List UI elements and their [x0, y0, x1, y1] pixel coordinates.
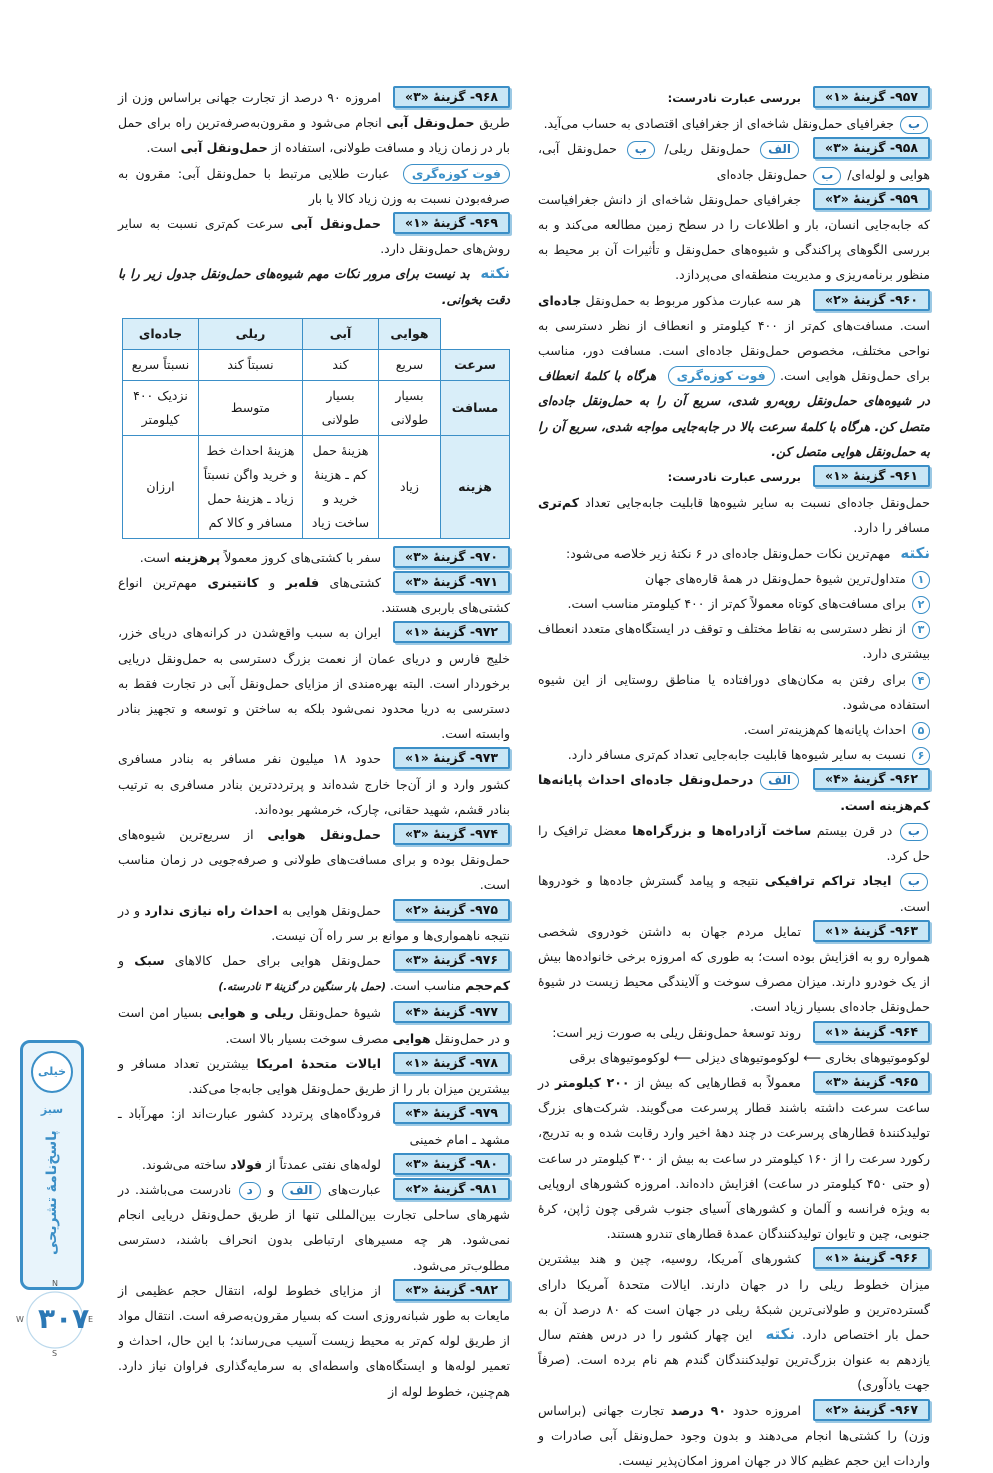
answer-958-head: ۹۵۸- گزینهٔ «۳» — [813, 137, 930, 159]
table-row-header: سرعت — [441, 349, 510, 380]
answer-968 — [118, 85, 510, 211]
answer-971-head: ۹۷۱- گزینهٔ «۳» — [393, 571, 510, 593]
answer-964-head: ۹۶۴- گزینهٔ «۱» — [813, 1021, 930, 1043]
answer-958 — [538, 136, 930, 186]
answer-981-head: ۹۸۱- گزینهٔ «۲» — [393, 1178, 510, 1200]
answer-960-keyword: جاده‌ای — [538, 292, 582, 308]
brand-logo: خیلی سبز — [31, 1051, 73, 1093]
answer-961-text1: حمل‌ونقل جاده‌ای نسبت به سایر شیوه‌ها قابلیت جابه‌جایی تعداد — [585, 495, 930, 511]
answer-963-head: ۹۶۳- گزینهٔ «۱» — [813, 920, 930, 942]
answer-972-text: ایران به سبب واقع‌شدن در کرانه‌های دریای خزر، خلیج فارس و دریای عمان از نعمت بزرگ دسترسی به حمل‌ونقل دریایی برخوردار است. البته بهره‌مندی از مزایای حمل‌ونقل آبی در تجارت فقط به دسترسی به دریا محدود نمی‌شود بلکه به ساختن و توسعه و تجهیز بنادر وابسته است. — [118, 625, 510, 742]
table-cell: سریع — [379, 349, 441, 380]
list-item — [538, 566, 930, 591]
answer-969 — [118, 211, 510, 312]
answer-967-head: ۹۶۷- گزینهٔ «۲» — [813, 1399, 930, 1421]
list-number: ۲ — [912, 596, 930, 614]
answer-978-head: ۹۷۸- گزینهٔ «۱» — [393, 1052, 510, 1074]
answer-979 — [118, 1101, 510, 1151]
list-item — [538, 742, 930, 767]
answer-960-tip: هرگاه با کلمهٔ انعطاف در شیوه‌های حمل‌ونقل روبه‌رو شدی، سریع آن را به حمل‌ونقل جاده‌ای متصل کن. هرگاه با کلمهٔ سرعت بالا در جابه‌جایی مواجه شدی، سریع آن را به حمل‌ونقل هوایی متصل کن. — [538, 368, 930, 459]
answer-960-text3: مسافت‌های کم‌تر از ۴۰۰ کیلومتر و انعطاف از نظر دسترسی به نواحی مختلف، مخصوص حمل‌ونقل جاده‌ای است. مسافت دور، مناسب برای حمل‌ونقل هوایی است. — [538, 317, 930, 384]
answer-967 — [538, 1398, 930, 1473]
answer-965-head: ۹۶۵- گزینهٔ «۳» — [813, 1071, 930, 1093]
table-cell: متوسط — [199, 380, 303, 435]
tip-stamp: فوت کوزه‌گری — [403, 164, 510, 184]
answer-961-text2: مسافر را دارد. — [853, 520, 930, 536]
answer-972 — [118, 620, 510, 746]
answer-978-text1: بیشترین تعداد مسافر و بیشترین میزان بار را از طریق حمل‌ونقل هوایی جابه‌جا می‌کند. — [118, 1055, 510, 1097]
answer-976-text2: و — [118, 953, 125, 969]
table-row-header: مسافت — [441, 380, 510, 435]
answer-964-text1: روند توسعهٔ حمل‌ونقل ریلی به صورت زیر است: — [552, 1024, 801, 1040]
table-cell: بسیار طولانی — [379, 380, 441, 435]
list-number: ۵ — [912, 722, 930, 740]
answer-965-keyword: ۲۰۰ کیلومتر — [554, 1074, 630, 1090]
compass-s: S — [52, 1349, 58, 1358]
answer-961-text3: مهم‌ترین نکات حمل‌ونقل جاده‌ای در ۶ نکتهٔ زیر خلاصه می‌شود: — [566, 545, 891, 561]
answer-979-text: فرودگاه‌های پرتردد کشور عبارت‌اند از: مهرآباد ـ مشهد ـ امام خمینی — [118, 1106, 510, 1147]
answer-967-text2: تجارت جهانی (براساس وزن) را کشتی‌ها انجام می‌دهند و بدون وجود حمل‌ونقل آبی صادرات و واردات این حجم عظیم کالا در جهان امروز امکان‌پذیر نیست. — [538, 1402, 930, 1468]
answer-957-head: ۹۵۷- گزینهٔ «۱» — [813, 86, 930, 108]
tip-stamp: فوت کوزه‌گری — [668, 366, 775, 386]
compass-w: W — [16, 1315, 24, 1324]
answer-966-text1: کشورهای آمریکا، روسیه، چین و هند بیشترین میزان خطوط ریلی را در جهان دارند. ایالات متحدهٔ آمریکا دارای گسترده‌ترین و طولانی‌ترین شبکهٔ ریلی در جهان است که ۸۰ درصد آن به حمل بار اختصاص دارد. — [538, 1251, 930, 1342]
answer-971-keyword1: فله‌بر — [285, 575, 320, 591]
answer-975-keyword: احداث راه نیازی ندارد — [144, 902, 278, 918]
answer-981-text2: و — [268, 1181, 275, 1197]
answer-965 — [538, 1070, 930, 1246]
answer-971-keyword2: کانتینری — [207, 575, 259, 591]
answer-970-head: ۹۷۰- گزینهٔ «۳» — [393, 546, 510, 568]
list-number: ۶ — [912, 747, 930, 765]
table-col-header: آبی — [303, 318, 379, 349]
answer-974 — [118, 822, 510, 898]
table-cell: بسیار طولانی — [303, 380, 379, 435]
answer-971-text2: و — [269, 575, 276, 591]
table-cell: نسبتاً سریع — [123, 349, 199, 380]
answer-973-text: حدود ۱۸ میلیون نفر مسافر به بنادر مسافری کشور وارد و از آن‌جا خارج شده‌اند و پرترددترین بنادر مسافری به ترتیب بنادر قشم، شهید حقانی، چارک، خرمشهر بوده‌اند. — [118, 751, 510, 817]
answer-982-text: از مزایای خطوط لوله، انتقال حجم عظیمی از مایعات به طور شبانه‌روزی است که بسیار مقرون‌به‌صرفه است. انتقال مواد از طریق لوله کم‌تر به محیط زیست آسیب می‌رساند؛ با این حال، احداث و تعمیر لوله‌ها و ایستگاه‌های واسطه‌ای به سرمایه‌گذاری فراوان نیاز دارد. هم‌چنین، خطوط لوله از — [118, 1282, 510, 1399]
answer-976-note: (حمل بار سنگین در گزینهٔ ۳ نادرسته.) — [218, 981, 386, 994]
option-b-badge: ب — [627, 141, 655, 159]
answer-980-head: ۹۸۰- گزینهٔ «۳» — [393, 1153, 510, 1175]
table-col-header: ریلی — [199, 318, 303, 349]
answer-964-text2: لوکوموتیوهای بخاری ⟵ لوکوموتیوهای دیزلی ⟵ لوکوموتیوهای برقی — [569, 1049, 930, 1065]
answer-976-text3: مناسب است. — [389, 978, 462, 994]
answer-968-keyword2: حمل‌ونقل آبی — [180, 140, 268, 156]
answer-975-text2: و در نتیجه ناهمواری‌ها و موانع بر سر راه آن نیست. — [118, 902, 510, 943]
option-b-badge: ب — [900, 116, 928, 134]
compass-e: E — [88, 1315, 94, 1324]
answer-976-text1: حمل‌ونقل هوایی برای حمل کالاهای — [174, 953, 381, 969]
answer-974-text1: از سریع‌ترین شیوه‌های حمل‌ونقل بوده و برای مسافت‌های طولانی و صرفه‌جویی در زمان مناسب است. — [118, 827, 510, 893]
answer-982 — [118, 1278, 510, 1404]
nokte-label: نکته — [765, 1324, 796, 1343]
answer-961-lead: بررسی عبارت نادرست: — [667, 470, 801, 485]
table-corner — [441, 318, 510, 349]
answer-969-head: ۹۶۹- گزینهٔ «۱» — [393, 212, 510, 234]
answer-964 — [538, 1020, 930, 1070]
list-text: متداول‌ترین شیوهٔ حمل‌ونقل در همهٔ قاره‌های جهان — [645, 570, 906, 586]
answer-971 — [118, 570, 510, 620]
transport-comparison-table — [122, 318, 510, 539]
answer-966 — [538, 1246, 930, 1397]
answer-973-head: ۹۷۳- گزینهٔ «۱» — [393, 747, 510, 769]
answer-965-text1: معمولاً به قطارهایی که بیش از — [634, 1074, 801, 1090]
answer-974-head: ۹۷۴- گزینهٔ «۳» — [393, 823, 510, 845]
table-cell: کند — [303, 349, 379, 380]
table-row — [123, 349, 510, 380]
answer-962-text3: معضل ترافیک را حل کرد. — [538, 822, 930, 864]
answer-960-head: ۹۶۰- گزینهٔ «۲» — [813, 289, 930, 311]
list-item — [538, 667, 930, 717]
answer-958-text2: حمل‌ونقل آبی، — [538, 141, 617, 157]
answer-977-keyword1: ریلی و هوایی — [207, 1005, 294, 1021]
answer-979-head: ۹۷۹- گزینهٔ «۴» — [393, 1102, 510, 1124]
answer-978 — [118, 1051, 510, 1101]
answer-968-text4: عبارت طلایی مرتبط با حمل‌ونقل آبی: مقرون به صرفه‌بودن نسبت به وزن زیاد کالا یا بار — [118, 165, 510, 206]
answer-968-text1: امروزه ۹۰ درصد از تجارت جهانی براساس وزن از طریق — [118, 90, 510, 131]
table-row — [123, 380, 510, 435]
answer-968-keyword1: حمل‌ونقل آبی — [386, 115, 475, 131]
list-item — [538, 717, 930, 742]
answer-980-keyword: فولاد — [230, 1156, 263, 1172]
answer-971-text3: مهم‌ترین انواع کشتی‌های باربری هستند. — [118, 575, 510, 616]
answer-976-keyword2: کم‌حجم — [465, 978, 510, 994]
answer-977 — [118, 1000, 510, 1050]
answer-973 — [118, 746, 510, 822]
answer-966-text2: این چهار کشور را در درس هفتم سال یازدهم به عنوان بزرگ‌ترین تولیدکنندگان گندم هم نام برده است. (صرفاً جهت یادآوری) — [538, 1326, 930, 1393]
table-cell: هزینهٔ احداث خط و خرید واگن نسبتاً زیاد ـ هزینهٔ حمل مسافر و کالا کم — [199, 435, 303, 538]
list-number: ۱ — [912, 571, 930, 589]
answer-977-keyword2: هوایی — [392, 1030, 431, 1046]
answer-968-text2: انجام می‌شود و مقرون‌به‌صرفه‌ترین راه برای حمل بار در زمان زیاد و مسافت طولانی، استفاده از — [118, 115, 510, 156]
answer-958-text4: حمل‌ونقل جاده‌ای — [716, 166, 808, 182]
answer-982-head: ۹۸۲- گزینهٔ «۳» — [393, 1279, 510, 1301]
option-b-badge: ب — [900, 873, 928, 891]
answer-957 — [538, 85, 930, 136]
answer-966-head: ۹۶۶- گزینهٔ «۱» — [813, 1247, 930, 1269]
table-row — [123, 435, 510, 538]
answer-962-keyword2: ایجاد تراکم ترافیکی — [764, 873, 892, 889]
answer-969-keyword: حمل‌ونقل آبی — [290, 216, 381, 232]
answer-967-keyword: ۹۰ درصد — [670, 1402, 726, 1418]
answer-976-head: ۹۷۶- گزینهٔ «۳» — [393, 949, 510, 971]
answer-978-keyword: ایالات متحدهٔ امریکا — [256, 1055, 381, 1071]
answer-977-text1: شیوهٔ حمل‌ونقل — [298, 1005, 381, 1021]
answer-980-text1: لوله‌های نفتی عمدتاً از — [266, 1156, 381, 1172]
option-b-badge: ب — [900, 823, 928, 841]
list-text: برای مسافت‌های کوتاه معمولاً کم‌تر از ۴۰۰ کیلومتر مناسب است. — [567, 596, 906, 612]
answer-957-lead: بررسی عبارت نادرست: — [667, 91, 801, 105]
answer-962-text2: در قرن بیستم — [816, 822, 893, 838]
answer-977-text2: بسیار امن است و در حمل‌ونقل — [118, 1005, 510, 1046]
list-text: نسبت به سایر شیوه‌ها قابلیت جابه‌جایی تعداد کم‌تری مسافر دارد. — [567, 747, 906, 763]
option-dal-badge: د — [239, 1182, 261, 1200]
answer-970 — [118, 545, 510, 570]
answer-963 — [538, 919, 930, 1020]
left-column — [118, 85, 510, 1404]
option-alef-badge: الف — [282, 1182, 321, 1200]
answer-962-text4: نتیجه و پیامد گسترش جاده‌ها و خودروها است. — [538, 873, 930, 914]
table-cell: ارزان — [123, 435, 199, 538]
list-item — [538, 591, 930, 616]
answer-976-keyword1: سبک — [134, 953, 165, 969]
table-row-header: هزینه — [441, 435, 510, 538]
answer-981-text3: نادرست می‌باشند. — [135, 1181, 232, 1197]
answer-975-text1: حمل‌ونقل هوایی به — [281, 902, 381, 918]
table-col-header: جاده‌ای — [123, 318, 199, 349]
table-header-row — [123, 318, 510, 349]
answer-971-text1: کشتی‌های — [329, 575, 381, 591]
answer-981-text4: در شهرهای ساحلی تجارت بین‌المللی تنها از طریق حمل‌ونقل دریایی انجام نمی‌شود. هر چه مسیرهای ارتباطی بدون انحراف باشند، دسترسی مطلوب‌تر می‌شود. — [118, 1181, 510, 1273]
answer-960 — [538, 288, 930, 464]
list-number: ۳ — [912, 621, 930, 639]
answer-959 — [538, 187, 930, 288]
answer-974-keyword: حمل‌ونقل هوایی — [267, 827, 381, 843]
answer-969-text1: سرعت کم‌تری نسبت به سایر روش‌های حمل‌ونقل دارد. — [118, 216, 510, 257]
answer-970-keyword: پرهزینه — [173, 549, 221, 565]
list-text: از نظر دسترسی به نقاط مختلف و توقف در ایستگاه‌های متعدد انعطاف بیشتری دارد. — [538, 621, 930, 662]
answer-965-text2: در ساعت سرعت داشته باشند قطار پرسرعت می‌گویند. شرکت‌های بزرگ تولیدکنندهٔ قطارهای پرسرعت در چند دههٔ اخیر وارد رقابت شده و به تدریج، رکورد سرعت را از ۱۶۰ کیلومتر در ساعت به بیش از ۳۰۰ کیلومتر در ساعت (و حتی ۴۵۰ کیلومتر در ساعت) افزایش داده‌اند. امروزه کشورهای اروپایی به ویژه فرانسه و آلمان و کشورهای آسیای جنوب شرقی چون ژاپن، کرهٔ جنوبی، چین و تایوان تولیدکنندگان عمدهٔ قطارهای تندرو هستند. — [538, 1074, 930, 1242]
answer-962 — [538, 767, 930, 918]
answer-961 — [538, 464, 930, 767]
answer-972-head: ۹۷۲- گزینهٔ «۱» — [393, 621, 510, 643]
answer-977-head: ۹۷۷- گزینهٔ «۴» — [393, 1001, 510, 1023]
answer-958-text1: حمل‌ونقل ریلی/ — [664, 141, 751, 157]
answer-977-text3: مصرف سوخت بسیار بالا است. — [225, 1030, 389, 1046]
answer-981-text1: عبارت‌های — [327, 1181, 381, 1197]
answer-963-text: تمایل مردم جهان به داشتن خودروی شخصی همواره رو به افزایش بوده است؛ به طوری که امروزه برخی خانواده‌ها بیش از یک خودرو دارند. میزان مصرف سوخت و آلایندگی محیط زیست در شیوهٔ حمل‌ونقل جاده‌ای بسیار زیاد است. — [538, 923, 930, 1015]
nokte-label: نکته — [900, 543, 930, 562]
answer-980-text2: ساخته می‌شوند. — [141, 1156, 227, 1172]
page-number: ۳۰۷ — [38, 1302, 90, 1335]
option-alef-badge: الف — [760, 772, 799, 790]
answer-957-text: جغرافیای حمل‌ونقل شاخه‌ای از جغرافیای اقتصادی به حساب می‌آید. — [543, 116, 894, 132]
compass-n: N — [52, 1279, 58, 1288]
answer-975-head: ۹۷۵- گزینهٔ «۲» — [393, 899, 510, 921]
answer-962-text1: درحمل‌ونقل جاده‌ای احداث پایانه‌ها کم‌هزینه است. — [538, 772, 930, 813]
answer-961-list — [538, 566, 930, 768]
list-text: برای رفتن به مکان‌های دورافتاده یا مناطق روستایی از این شیوه استفاده می‌شود. — [538, 671, 930, 712]
section-side-tab — [20, 1040, 84, 1290]
answer-959-head: ۹۵۹- گزینهٔ «۲» — [813, 188, 930, 210]
answer-970-text2: است. — [139, 549, 170, 565]
option-alef-badge: الف — [760, 141, 799, 159]
option-b-badge: ب — [813, 167, 841, 185]
answer-980 — [118, 1152, 510, 1177]
answer-969-tip: بد نیست برای مرور نکات مهم شیوه‌های حمل‌ونقل جدول زیر را با دقت بخوانی. — [118, 266, 510, 307]
answer-960-text1: هر سه عبارت مذکور مربوط به حمل‌ونقل — [585, 292, 802, 308]
answer-968-head: ۹۶۸- گزینهٔ «۳» — [393, 86, 510, 108]
table-cell: نزدیک ۴۰۰ کیلومتر — [123, 380, 199, 435]
list-number: ۴ — [912, 672, 930, 690]
answer-962-keyword1: ساخت آزادراه‌ها و بزرگراه‌ها — [632, 822, 812, 838]
nokte-label: نکته — [480, 264, 510, 283]
list-text: احداث پایانه‌ها کم‌هزینه‌تر است. — [743, 722, 906, 738]
list-item — [538, 616, 930, 666]
answer-961-head: ۹۶۱- گزینهٔ «۱» — [813, 465, 930, 487]
answer-968-text3: است. — [146, 140, 177, 156]
right-column — [538, 85, 930, 1473]
answer-981 — [118, 1177, 510, 1278]
table-cell: هزینهٔ حمل کم ـ هزینهٔ خرید و ساخت زیاد — [303, 435, 379, 538]
table-cell: نسبتاً کند — [199, 349, 303, 380]
answer-962-head: ۹۶۲- گزینهٔ «۴» — [813, 768, 930, 790]
answer-961-keyword: کم‌تری — [538, 495, 579, 511]
answer-967-text1: امروزه حدود — [732, 1402, 801, 1418]
section-tab-label: پاسخ‌نامهٔ تشریحی — [44, 1130, 60, 1256]
answer-970-text1: سفر با کشتی‌های کروز معمولاً — [224, 549, 381, 565]
table-cell: زیاد — [379, 435, 441, 538]
answer-958-text3: هوایی و لوله‌ای/ — [847, 166, 930, 182]
answer-959-text: جغرافیای حمل‌ونقل شاخه‌ای از دانش جغرافیاست که جابه‌جایی انسان، بار و اطلاعات را در سطح زمین مطالعه می‌کند و به بررسی الگوهای پراکندگی و شیوه‌های حمل‌ونقل و تأثیرات آن بر محیط به منظور برنامه‌ریزی و مدیریت منطقه‌ای می‌پردازد. — [538, 191, 930, 283]
answer-960-text2: است. — [899, 317, 930, 333]
answer-976 — [118, 948, 510, 1000]
answer-975 — [118, 898, 510, 948]
table-col-header: هوایی — [379, 318, 441, 349]
